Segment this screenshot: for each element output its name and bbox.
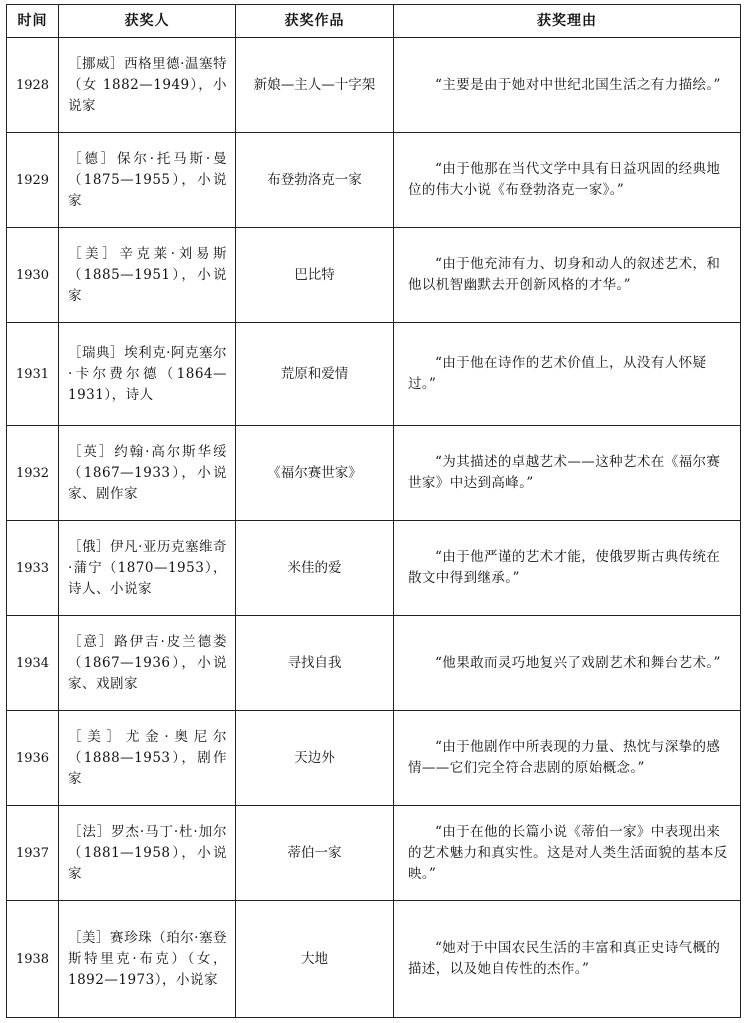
cell-work: 蒂伯一家 bbox=[236, 806, 394, 901]
cell-laureate: ［英］约翰·高尔斯华绥（1867—1933），小说家、剧作家 bbox=[59, 426, 236, 521]
header-year: 时间 bbox=[7, 5, 59, 38]
cell-work: 布登勃洛克一家 bbox=[236, 133, 394, 228]
cell-year: 1930 bbox=[7, 228, 59, 323]
cell-reason: “由于他那在当代文学中具有日益巩固的经典地位的伟大小说《布登勃洛克一家》。” bbox=[394, 133, 741, 228]
cell-year: 1933 bbox=[7, 521, 59, 616]
cell-reason: “主要是由于她对中世纪北国生活之有力描绘。” bbox=[394, 38, 741, 133]
table-row bbox=[7, 711, 741, 806]
cell-year: 1936 bbox=[7, 711, 59, 806]
cell-reason: “由于他充沛有力、切身和动人的叙述艺术，和他以机智幽默去开创新风格的才华。” bbox=[394, 228, 741, 323]
cell-work: 巴比特 bbox=[236, 228, 394, 323]
cell-year: 1937 bbox=[7, 806, 59, 901]
cell-laureate: ［俄］伊凡·亚历克塞维奇·蒲宁（1870—1953），诗人、小说家 bbox=[59, 521, 236, 616]
cell-work: 寻找自我 bbox=[236, 616, 394, 711]
cell-year: 1934 bbox=[7, 616, 59, 711]
cell-reason: “为其描述的卓越艺术——这种艺术在《福尔赛世家》中达到高峰。” bbox=[394, 426, 741, 521]
cell-laureate: ［挪威］西格里德·温塞特（女 1882—1949），小说家 bbox=[59, 38, 236, 133]
cell-laureate: ［法］罗杰·马丁·杜·加尔（1881—1958），小说家 bbox=[59, 806, 236, 901]
cell-work: 天边外 bbox=[236, 711, 394, 806]
table-row bbox=[7, 323, 741, 426]
cell-reason: “由于在他的长篇小说《蒂伯一家》中表现出来的艺术魅力和真实性。这是对人类生活面貌的基本反映。” bbox=[394, 806, 741, 901]
cell-laureate: ［美］赛珍珠（珀尔·塞登斯特里克·布克）（女，1892—1973），小说家 bbox=[59, 901, 236, 1018]
cell-work: 荒原和爱情 bbox=[236, 323, 394, 426]
table-row bbox=[7, 133, 741, 228]
table-header-row bbox=[7, 5, 741, 38]
cell-year: 1932 bbox=[7, 426, 59, 521]
table-row bbox=[7, 38, 741, 133]
table-row bbox=[7, 901, 741, 1018]
cell-reason: “由于他剧作中所表现的力量、热忱与深挚的感情——它们完全符合悲剧的原始概念。” bbox=[394, 711, 741, 806]
table-row bbox=[7, 521, 741, 616]
cell-laureate: ［美］尤金·奥尼尔（1888—1953），剧作家 bbox=[59, 711, 236, 806]
cell-work: 新娘—主人—十字架 bbox=[236, 38, 394, 133]
table-row bbox=[7, 228, 741, 323]
nobel-literature-table bbox=[6, 4, 741, 1018]
cell-year: 1929 bbox=[7, 133, 59, 228]
cell-reason: “由于他在诗作的艺术价值上，从没有人怀疑过。” bbox=[394, 323, 741, 426]
table-row bbox=[7, 616, 741, 711]
cell-reason: “她对于中国农民生活的丰富和真正史诗气概的描述，以及她自传性的杰作。” bbox=[394, 901, 741, 1018]
cell-reason: “他果敢而灵巧地复兴了戏剧艺术和舞台艺术。” bbox=[394, 616, 741, 711]
cell-work: 大地 bbox=[236, 901, 394, 1018]
cell-laureate: ［德］保尔·托马斯·曼（1875—1955），小说家 bbox=[59, 133, 236, 228]
table-row bbox=[7, 806, 741, 901]
header-work: 获奖作品 bbox=[236, 5, 394, 38]
cell-laureate: ［意］路伊吉·皮兰德娄（1867—1936），小说家、戏剧家 bbox=[59, 616, 236, 711]
cell-laureate: ［美］辛克莱·刘易斯（1885—1951），小说家 bbox=[59, 228, 236, 323]
cell-reason: “由于他严谨的艺术才能，使俄罗斯古典传统在散文中得到继承。” bbox=[394, 521, 741, 616]
cell-work: 《福尔赛世家》 bbox=[236, 426, 394, 521]
cell-year: 1938 bbox=[7, 901, 59, 1018]
header-reason: 获奖理由 bbox=[394, 5, 741, 38]
cell-laureate: ［瑞典］埃利克·阿克塞尔·卡尔费尔德（1864—1931），诗人 bbox=[59, 323, 236, 426]
cell-year: 1928 bbox=[7, 38, 59, 133]
cell-year: 1931 bbox=[7, 323, 59, 426]
cell-work: 米佳的爱 bbox=[236, 521, 394, 616]
header-laureate: 获奖人 bbox=[59, 5, 236, 38]
table-row bbox=[7, 426, 741, 521]
